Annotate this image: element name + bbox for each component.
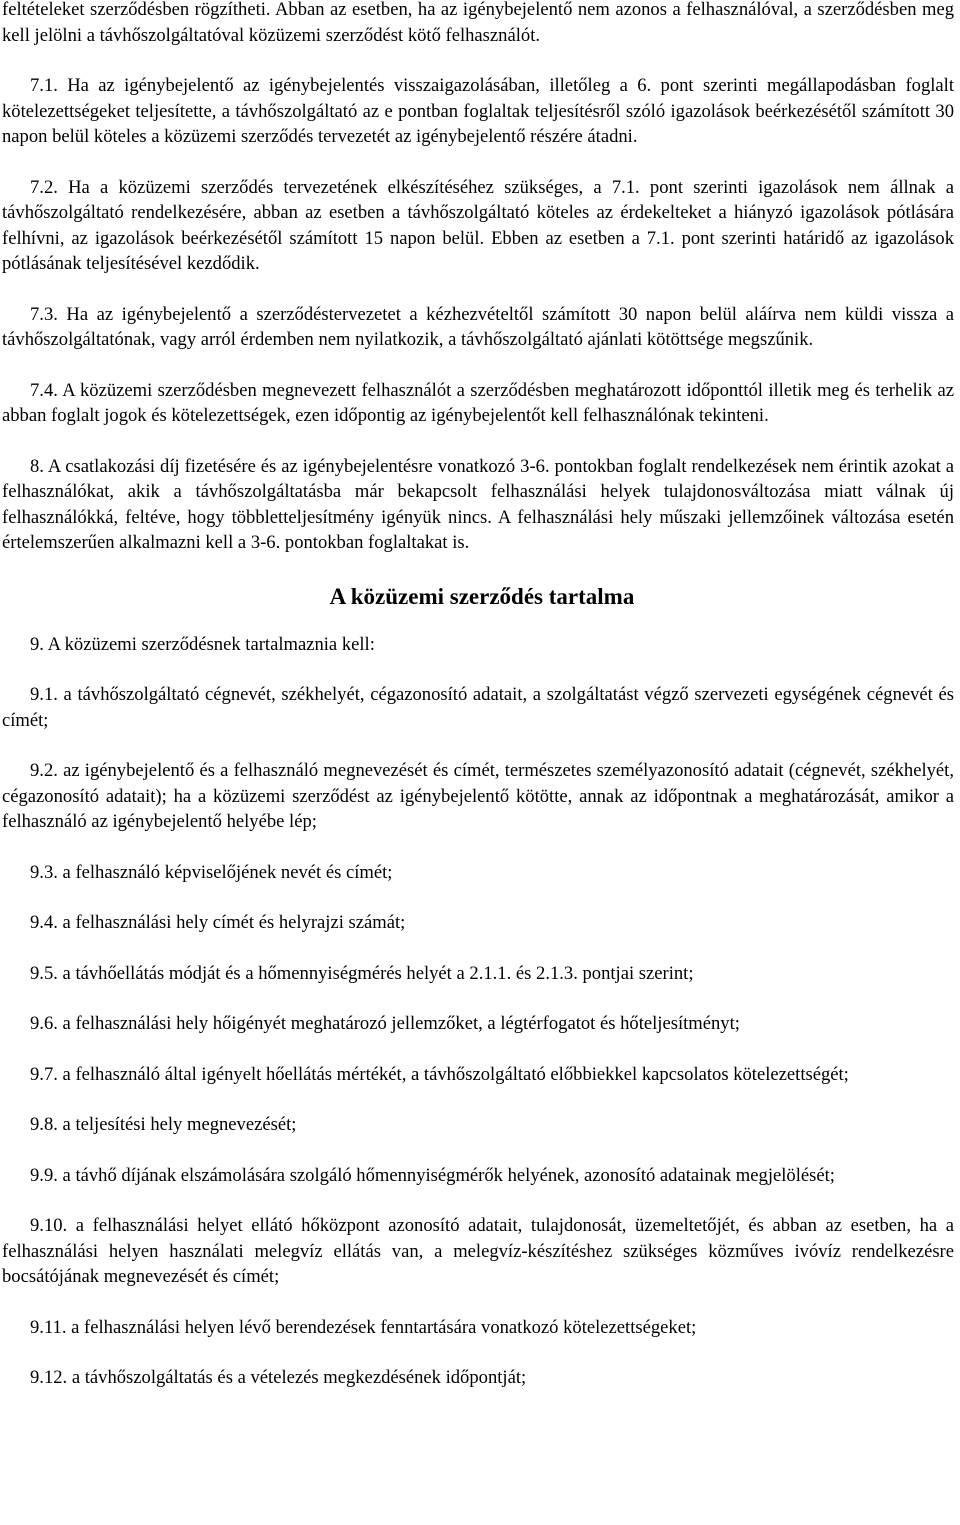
paragraph-9-3: 9.3. a felhasználó képviselőjének nevét és címét; (30, 861, 393, 883)
paragraph-9-9: 9.9. a távhő díjának elszámolására szolgáló hőmennyiségmérők helyének, azonosító adatainak megjelölését; (30, 1164, 835, 1186)
paragraph-9-11: 9.11. a felhasználási helyen lévő berendezések fenntartására vonatkozó kötelezettségeket; (30, 1316, 697, 1338)
document-page (2, 0, 954, 1416)
paragraph-9-10: 9.10. a felhasználási helyet ellátó hőközpont azonosító adatait, tulajdonosát, üzemeltetőjét, és abban az esetben, ha a felhasználási helyen használati melegvíz ellátás van, a melegvíz-készítéshez szükséges közműves ivóvíz rendelkezésre bocsátójának megnevezését és címét; (2, 1215, 954, 1287)
paragraph-9-5: 9.5. a távhőellátás módját és a hőmennyiségmérés helyét a 2.1.1. és 2.1.3. pontjai szerint; (30, 962, 694, 984)
paragraph-9-2: 9.2. az igénybejelentő és a felhasználó megnevezését és címét, természetes személyazonosító adatait (cégnevét, székhelyét, cégazonosító adatait); ha a közüzemi szerződést az igénybejelentő kötötte, annak az időpontnak a meghatározását, amikor a felhasználó az igénybejelentő helyébe lép; (2, 760, 954, 832)
paragraph-9-1: 9.1. a távhőszolgáltató cégnevét, székhelyét, cégazonosító adatait, a szolgáltatást végző szervezeti egységének cégnevét és címét; (2, 684, 954, 731)
paragraph-9-7: 9.7. a felhasználó által igényelt hőellátás mértékét, a távhőszolgáltató előbbiekkel kapcsolatos kötelezettségét; (30, 1063, 849, 1085)
paragraph-7-4: 7.4. A közüzemi szerződésben megnevezett felhasználót a szerződésben meghatározott időponttól illetik meg és terhelik az abban foglalt jogok és kötelezettségek, ezen időpontig az igénybejelentőt kell felhasználónak tekinteni. (2, 379, 954, 426)
paragraph-9-4: 9.4. a felhasználási hely címét és helyrajzi számát; (30, 912, 406, 933)
paragraph-9-8: 9.8. a teljesítési hely megnevezését; (30, 1114, 297, 1135)
paragraph-9-12: 9.12. a távhőszolgáltatás és a vételezés megkezdésének időpontját; (30, 1367, 527, 1388)
paragraph-7-3: 7.3. Ha az igénybejelentő a szerződéstervezetet a kézhezvételtől számított 30 napon belül aláírva nem küldi vissza a távhőszolgáltatónak, vagy arról érdemben nem nyilatkozik, a távhőszolgáltató ajánlati kötöttsége megszűnik. (2, 303, 954, 350)
paragraph-continuation: feltételeket szerződésben rögzítheti. Abban az esetben, ha az igénybejelentő nem azonos a felhasználóval, a szerződésben meg kell jelölni a távhőszolgáltatóval közüzemi szerződést kötő felhasználót. (2, 0, 954, 46)
paragraph-7-1: 7.1. Ha az igénybejelentő az igénybejelentés visszaigazolásában, illetőleg a 6. pont szerinti megállapodásban foglalt kötelezettségeket teljesítette, a távhőszolgáltató az e pontban foglaltak teljesítésről szóló igazolások beérkezésétől számított 30 napon belül köteles a közüzemi szerződés tervezetét az igénybejelentő részére átadni. (2, 75, 954, 147)
paragraph-9: 9. A közüzemi szerződésnek tartalmaznia kell: (30, 633, 375, 655)
paragraph-8: 8. A csatlakozási díj fizetésére és az igénybejelentésre vonatkozó 3-6. pontokban foglalt rendelkezések nem érintik azokat a felhasználókat, akik a távhőszolgáltatásba már bekapcsolt felhasználási helyek tulajdonosváltozása miatt válnak új felhasználókká, feltéve, hogy többletteljesítmény igényük nincs. A felhasználási hely műszaki jellemzőinek változása esetén értelemszerűen alkalmazni kell a 3-6. pontokban foglaltakat is. (2, 455, 954, 553)
paragraph-9-6: 9.6. a felhasználási hely hőigényét meghatározó jellemzőket, a légtérfogatot és hőteljesítményt; (30, 1013, 740, 1034)
paragraph-7-2: 7.2. Ha a közüzemi szerződés tervezetének elkészítéséhez szükséges, a 7.1. pont szerinti igazolások nem állnak a távhőszolgáltató rendelkezésére, abban az esetben a távhőszolgáltató köteles az érdekelteket a hiányzó igazolások pótlására felhívni, az igazolások beérkezésétől számított 15 napon belül. Ebben az esetben a 7.1. pont szerinti határidő az igazolások pótlásának teljesítésével kezdődik. (2, 176, 954, 274)
section-heading: A közüzemi szerződés tartalma (329, 583, 635, 609)
